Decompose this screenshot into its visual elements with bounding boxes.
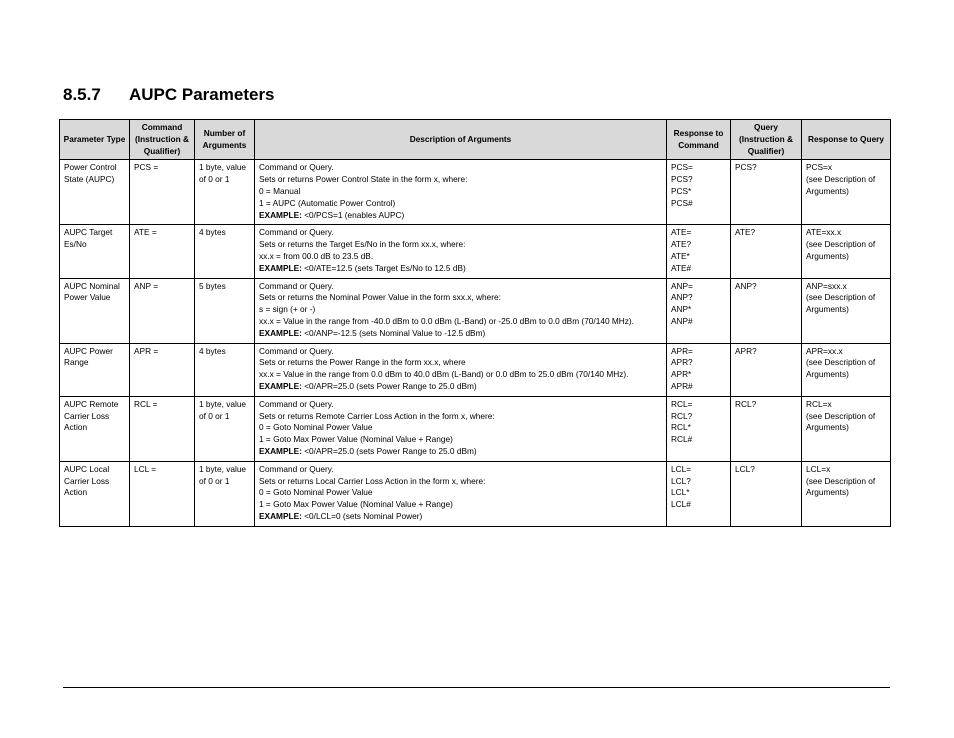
response-line: ANP? <box>671 292 693 303</box>
cell-query: LCL? <box>731 461 802 526</box>
response-line: PCS? <box>671 174 693 185</box>
query-response-line: ANP=sxx.x <box>806 280 847 291</box>
response-line: ANP= <box>671 280 693 291</box>
description-line: 1 = Goto Max Power Value (Nominal Value + Range) <box>259 434 453 445</box>
response-line: RCL# <box>671 434 693 445</box>
description-line: Sets or returns the Target Es/No in the form xx.x, where: <box>259 239 466 250</box>
query-response-line: (see Description of Arguments) <box>806 239 876 261</box>
cell-command: RCL = <box>130 396 195 461</box>
cell-description <box>255 225 667 278</box>
description-line: 1 = AUPC (Automatic Power Control) <box>259 197 396 208</box>
response-line: PCS* <box>671 185 692 196</box>
cell-command: APR = <box>130 343 195 396</box>
example-label: EXAMPLE: <box>259 209 302 220</box>
cell-description <box>255 461 667 526</box>
response-line: LCL# <box>671 499 691 510</box>
description-line: Command or Query. <box>259 162 334 173</box>
query-response-line: (see Description of Arguments) <box>806 410 876 433</box>
description-line: 0 = Goto Nominal Power Value <box>259 422 373 433</box>
cell-response-to-query <box>802 461 891 526</box>
description-line: Command or Query. <box>259 463 334 474</box>
header-number-of-arguments: Number of Arguments <box>195 120 255 160</box>
table-row <box>60 396 891 461</box>
section-title: AUPC Parameters <box>129 85 275 104</box>
query-response-line: ATE=xx.x <box>806 227 842 238</box>
response-line: APR* <box>671 369 692 380</box>
cell-query: APR? <box>731 343 802 396</box>
example-label: EXAMPLE: <box>259 445 302 456</box>
cell-parameter-type: AUPC Remote Carrier Loss Action <box>60 396 130 461</box>
description-line: Sets or returns Local Carrier Loss Action in the form x, where: <box>259 475 486 486</box>
cell-description <box>255 343 667 396</box>
header-response-to-command: Response to Command <box>667 120 731 160</box>
cell-query: RCL? <box>731 396 802 461</box>
description-line: Command or Query. <box>259 398 334 409</box>
footer-rule <box>63 687 890 688</box>
response-line: PCS= <box>671 162 693 173</box>
cell-response-to-command <box>667 461 731 526</box>
example-text: <0/LCL=0 (sets Nominal Power) <box>304 510 423 521</box>
response-line: RCL= <box>671 398 693 409</box>
cell-number-of-arguments: 4 bytes <box>195 225 255 278</box>
response-line: ATE? <box>671 239 692 250</box>
example-label: EXAMPLE: <box>259 327 302 338</box>
table-header-row <box>60 120 891 160</box>
cell-description <box>255 278 667 343</box>
cell-command: LCL = <box>130 461 195 526</box>
cell-query: PCS? <box>731 160 802 225</box>
response-line: ATE* <box>671 250 690 261</box>
response-line: ATE# <box>671 262 692 273</box>
cell-response-to-command <box>667 278 731 343</box>
response-line: RCL? <box>671 410 693 421</box>
table-row <box>60 225 891 278</box>
cell-response-to-query <box>802 225 891 278</box>
cell-description <box>255 160 667 225</box>
cell-response-to-command <box>667 343 731 396</box>
cell-parameter-type: AUPC Power Range <box>60 343 130 396</box>
cell-response-to-query <box>802 343 891 396</box>
cell-number-of-arguments: 5 bytes <box>195 278 255 343</box>
header-command: Command (Instruction & Qualifier) <box>130 120 195 160</box>
description-line: 1 = Goto Max Power Value (Nominal Value + Range) <box>259 499 453 510</box>
cell-parameter-type: AUPC Local Carrier Loss Action <box>60 461 130 526</box>
query-response-line: RCL=x <box>806 398 832 409</box>
cell-query: ANP? <box>731 278 802 343</box>
cell-command: ATE = <box>130 225 195 278</box>
cell-number-of-arguments: 1 byte, value of 0 or 1 <box>195 396 255 461</box>
cell-response-to-query <box>802 396 891 461</box>
response-line: ANP# <box>671 315 693 326</box>
example-text: <0/PCS=1 (enables AUPC) <box>304 209 405 220</box>
description-line: s = sign (+ or -) <box>259 304 316 315</box>
description-line: xx.x = Value in the range from 0.0 dBm to 40.0 dBm (L-Band) or 0.0 dBm to 25.0 dBm (70/140 MHz). <box>259 369 629 380</box>
response-line: RCL* <box>671 422 691 433</box>
description-line: Sets or returns the Nominal Power Value in the form sxx.x, where: <box>259 292 501 303</box>
example-line <box>259 328 662 340</box>
cell-command: ANP = <box>130 278 195 343</box>
example-text: <0/ANP=-12.5 (sets Nominal Value to -12.5 dBm) <box>304 327 486 338</box>
description-line: 0 = Goto Nominal Power Value <box>259 487 373 498</box>
cell-response-to-command <box>667 225 731 278</box>
cell-response-to-command <box>667 396 731 461</box>
cell-number-of-arguments: 1 byte, value of 0 or 1 <box>195 160 255 225</box>
table-row <box>60 461 891 526</box>
example-line <box>259 511 662 523</box>
example-text: <0/APR=25.0 (sets Power Range to 25.0 dBm) <box>304 380 477 391</box>
example-text: <0/APR=25.0 (sets Power Range to 25.0 dBm) <box>304 445 477 456</box>
query-response-line: PCS=x <box>806 162 833 173</box>
query-response-line: (see Description of Arguments) <box>806 174 876 196</box>
cell-number-of-arguments: 1 byte, value of 0 or 1 <box>195 461 255 526</box>
query-response-line: (see Description of Arguments) <box>806 292 876 315</box>
example-label: EXAMPLE: <box>259 510 302 521</box>
cell-response-to-command <box>667 160 731 225</box>
description-line: Sets or returns Remote Carrier Loss Action in the form x, where: <box>259 410 495 421</box>
response-line: LCL* <box>671 487 690 498</box>
description-line: xx.x = from 00.0 dB to 23.5 dB. <box>259 250 374 261</box>
cell-command: PCS = <box>130 160 195 225</box>
cell-query: ATE? <box>731 225 802 278</box>
description-line: Sets or returns the Power Range in the form xx.x, where <box>259 357 466 368</box>
response-line: LCL= <box>671 463 692 474</box>
table-row <box>60 160 891 225</box>
section-heading <box>63 85 275 105</box>
example-label: EXAMPLE: <box>259 262 302 273</box>
description-line: xx.x = Value in the range from -40.0 dBm to 0.0 dBm (L-Band) or -25.0 dBm to 0.0 dBm (70/140 MHz). <box>259 315 634 326</box>
example-label: EXAMPLE: <box>259 380 302 391</box>
cell-parameter-type: AUPC Nominal Power Value <box>60 278 130 343</box>
table-row <box>60 343 891 396</box>
header-parameter-type: Parameter Type <box>60 120 130 160</box>
example-line <box>259 210 662 222</box>
cell-response-to-query <box>802 160 891 225</box>
example-line <box>259 446 662 458</box>
header-query: Query (Instruction & Qualifier) <box>731 120 802 160</box>
query-response-line: LCL=x <box>806 463 831 474</box>
description-line: Sets or returns Power Control State in the form x, where: <box>259 174 468 185</box>
description-line: Command or Query. <box>259 280 334 291</box>
example-line <box>259 381 662 393</box>
example-text: <0/ATE=12.5 (sets Target Es/No to 12.5 dB) <box>304 262 466 273</box>
cell-response-to-query <box>802 278 891 343</box>
query-response-line: APR=xx.x <box>806 345 843 356</box>
cell-description <box>255 396 667 461</box>
description-line: Command or Query. <box>259 227 334 238</box>
aupc-parameters-table <box>59 119 891 527</box>
response-line: LCL? <box>671 475 691 486</box>
description-line: 0 = Manual <box>259 185 301 196</box>
response-line: PCS# <box>671 197 693 208</box>
example-line <box>259 263 662 275</box>
section-number: 8.5.7 <box>63 85 101 104</box>
table-row <box>60 278 891 343</box>
header-description: Description of Arguments <box>255 120 667 160</box>
description-line: Command or Query. <box>259 345 334 356</box>
response-line: APR? <box>671 357 693 368</box>
cell-parameter-type: Power Control State (AUPC) <box>60 160 130 225</box>
response-line: APR= <box>671 345 693 356</box>
response-line: ANP* <box>671 304 692 315</box>
query-response-line: (see Description of Arguments) <box>806 475 876 498</box>
header-response-to-query: Response to Query <box>802 120 891 160</box>
cell-number-of-arguments: 4 bytes <box>195 343 255 396</box>
response-line: APR# <box>671 380 693 391</box>
response-line: ATE= <box>671 227 692 238</box>
cell-parameter-type: AUPC Target Es/No <box>60 225 130 278</box>
query-response-line: (see Description of Arguments) <box>806 357 876 380</box>
table-body <box>60 160 891 526</box>
